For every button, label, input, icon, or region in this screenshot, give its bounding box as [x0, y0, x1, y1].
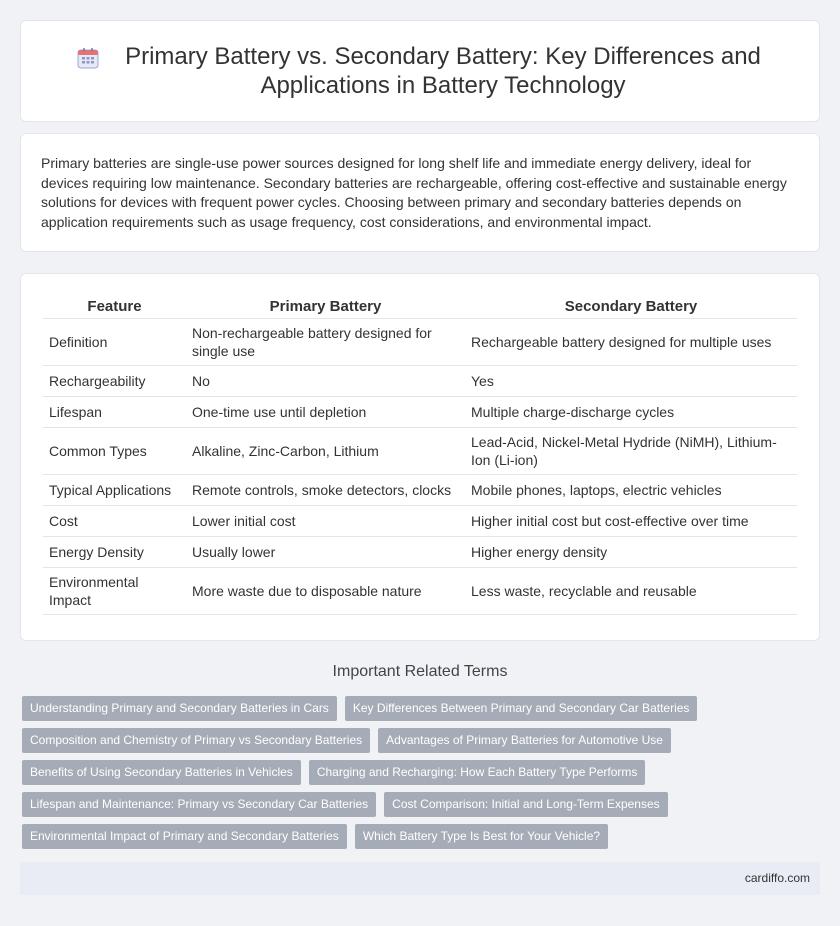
- comparison-card: [20, 273, 820, 641]
- related-terms-section: [0, 660, 840, 856]
- table-row: [43, 428, 797, 475]
- related-term-link[interactable]: Understanding Primary and Secondary Batteries in Cars: [22, 696, 337, 721]
- cell-secondary: Less waste, recyclable and reusable: [465, 568, 797, 615]
- comparison-table: [43, 294, 797, 615]
- related-term-link[interactable]: Advantages of Primary Batteries for Automotive Use: [378, 728, 671, 753]
- cell-primary: No: [186, 366, 465, 397]
- cell-secondary: Multiple charge-discharge cycles: [465, 397, 797, 428]
- table-header-row: [43, 294, 797, 319]
- cell-secondary: Rechargeable battery designed for multiple uses: [465, 319, 797, 366]
- cell-secondary: Lead-Acid, Nickel-Metal Hydride (NiMH), Lithium-Ion (Li-ion): [465, 428, 797, 475]
- table-row: [43, 506, 797, 537]
- cell-primary: Usually lower: [186, 537, 465, 568]
- page-header: [20, 20, 820, 122]
- related-terms-list: [0, 696, 840, 856]
- related-terms-heading: Important Related Terms: [332, 663, 508, 680]
- table-row: [43, 537, 797, 568]
- cell-secondary: Higher energy density: [465, 537, 797, 568]
- cell-feature: Typical Applications: [43, 475, 186, 506]
- header-content: [21, 42, 819, 100]
- intro-card: [20, 133, 820, 252]
- cell-feature: Rechargeability: [43, 366, 186, 397]
- table-row: [43, 397, 797, 428]
- related-term-link[interactable]: Environmental Impact of Primary and Secondary Batteries: [22, 824, 347, 849]
- related-term-link[interactable]: Key Differences Between Primary and Secondary Car Batteries: [345, 696, 698, 721]
- related-term-link[interactable]: Charging and Recharging: How Each Battery Type Performs: [309, 760, 646, 785]
- related-term-link[interactable]: Lifespan and Maintenance: Primary vs Secondary Car Batteries: [22, 792, 376, 817]
- page-footer: [20, 862, 820, 895]
- cell-feature: Lifespan: [43, 397, 186, 428]
- page-title: Primary Battery vs. Secondary Battery: Key Differences and Applications in Battery Technology: [125, 43, 761, 99]
- header-secondary: Secondary Battery: [465, 294, 797, 319]
- cell-primary: One-time use until depletion: [186, 397, 465, 428]
- table-row: [43, 366, 797, 397]
- cell-secondary: Mobile phones, laptops, electric vehicles: [465, 475, 797, 506]
- table-row: [43, 568, 797, 615]
- table-row: [43, 475, 797, 506]
- cell-feature: Common Types: [43, 428, 186, 475]
- cell-primary: Lower initial cost: [186, 506, 465, 537]
- cell-feature: Definition: [43, 319, 186, 366]
- calendar-icon: [77, 47, 99, 69]
- intro-text: Primary batteries are single-use power sources designed for long shelf life and immediate energy delivery, ideal for devices requiring low maintenance. Secondary batteries are rechargeable, offering cost-effective and sustainable energy solutions for devices with frequent power cycles. Choosing between primary and secondary batteries depends on application requirements such as usage frequency, cost considerations, and environmental impact.: [41, 155, 787, 230]
- related-term-link[interactable]: Benefits of Using Secondary Batteries in Vehicles: [22, 760, 301, 785]
- related-term-link[interactable]: Composition and Chemistry of Primary vs Secondary Batteries: [22, 728, 370, 753]
- cell-feature: Cost: [43, 506, 186, 537]
- footer-site-link[interactable]: cardiffo.com: [744, 871, 810, 885]
- cell-primary: Alkaline, Zinc-Carbon, Lithium: [186, 428, 465, 475]
- cell-secondary: Higher initial cost but cost-effective over time: [465, 506, 797, 537]
- cell-secondary: Yes: [465, 366, 797, 397]
- cell-feature: Environmental Impact: [43, 568, 186, 615]
- header-feature: Feature: [43, 294, 186, 319]
- cell-primary: Remote controls, smoke detectors, clocks: [186, 475, 465, 506]
- related-term-link[interactable]: Cost Comparison: Initial and Long-Term Expenses: [384, 792, 667, 817]
- cell-primary: Non-rechargeable battery designed for single use: [186, 319, 465, 366]
- table-row: [43, 319, 797, 366]
- related-term-link[interactable]: Which Battery Type Is Best for Your Vehicle?: [355, 824, 608, 849]
- header-primary: Primary Battery: [186, 294, 465, 319]
- cell-primary: More waste due to disposable nature: [186, 568, 465, 615]
- cell-feature: Energy Density: [43, 537, 186, 568]
